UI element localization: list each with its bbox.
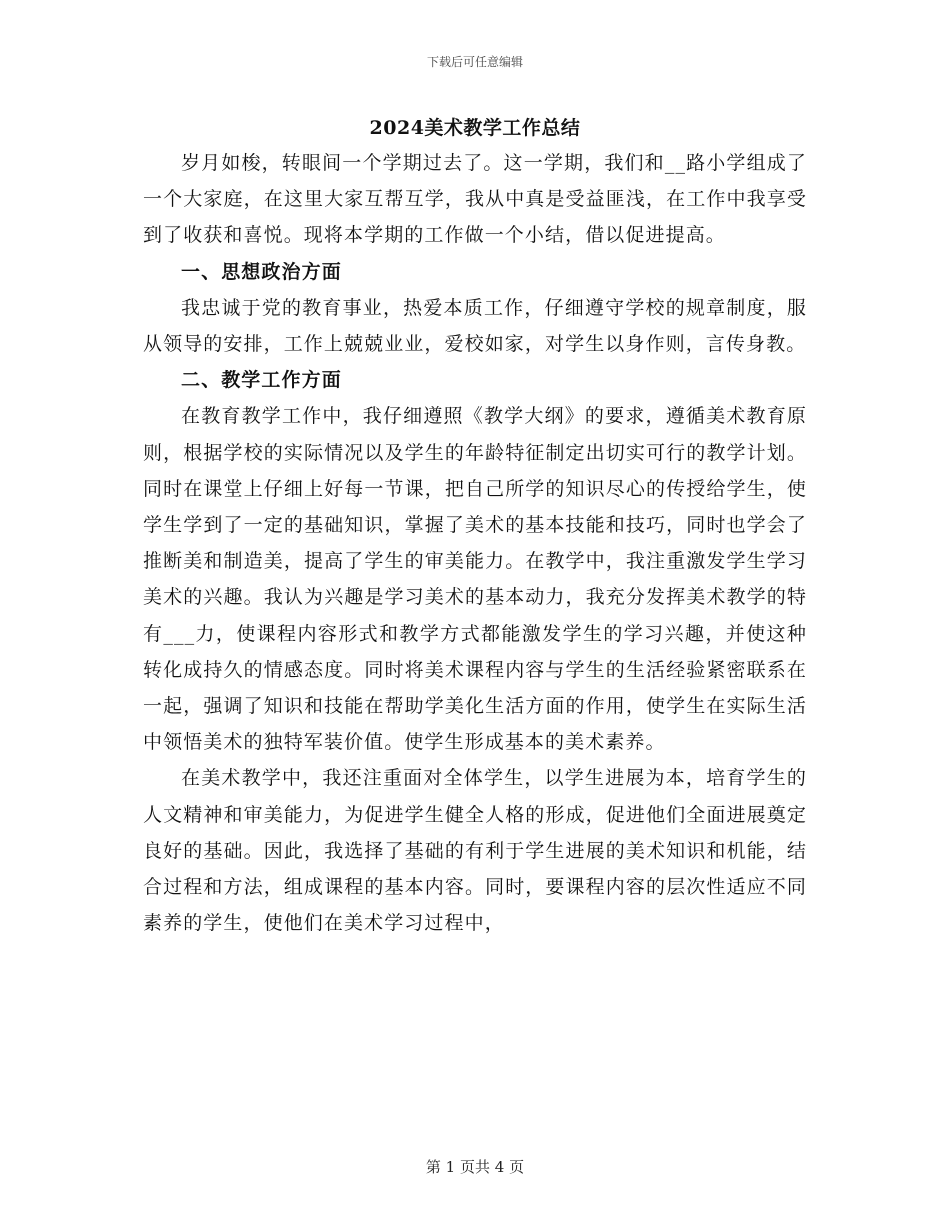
page-number: 第 1 页共 4 页: [425, 1158, 525, 1176]
document-body: [143, 145, 807, 941]
section-heading-teaching: 二、教学工作方面: [181, 369, 342, 392]
art-teaching-paragraph: 在美术教学中，我还注重面对全体学生，以学生进展为本，培育学生的人文精神和审美能力，为促进学生健全人格的形成，促进他们全面进展奠定良好的基础。因此，我选择了基础的有利于学生进展的美术知识和机能，结合过程和方法，组成课程的基本内容。同时，要课程内容的层次性适应不同素养的学生，使他们在美术学习过程中，: [143, 767, 807, 935]
section-heading-ideology: 一、思想政治方面: [181, 260, 342, 283]
ideology-paragraph: 我忠诚于党的教育事业，热爱本质工作，仔细遵守学校的规章制度，服从领导的安排，工作上兢兢业业，爱校如家，对学生以身作则，言传身教。: [143, 296, 807, 356]
intro-paragraph: 岁月如梭，转眼间一个学期过去了。这一学期，我们和__路小学组成了一个大家庭，在这里大家互帮互学，我从中真是受益匪浅，在工作中我享受到了收获和喜悦。现将本学期的工作做一个小结，借以促进提高。: [143, 152, 807, 247]
document-title: 2024美术教学工作总结: [369, 117, 581, 139]
teaching-paragraph: 在教育教学工作中，我仔细遵照《教学大纲》的要求，遵循美术教育原则，根据学校的实际情况以及学生的年龄特征制定出切实可行的教学计划。同时在课堂上仔细上好每一节课，把自己所学的知识尽心的传授给学生，使学生学到了一定的基础知识，掌握了美术的基本技能和技巧，同时也学会了推断美和制造美，提高了学生的审美能力。在教学中，我注重激发学生学习美术的兴趣。我认为兴趣是学习美术的基本动力，我充分发挥美术教学的特有___力，使课程内容形式和教学方式都能激发学生的学习兴趣，并使这种转化成持久的情感态度。同时将美术课程内容与学生的生活经验紧密联系在一起，强调了知识和技能在帮助学美化生活方面的作用，使学生在实际生活中领悟美术的独特军装价值。使学生形成基本的美术素养。: [143, 405, 807, 754]
page-header: 下载后可任意编辑: [426, 55, 523, 69]
